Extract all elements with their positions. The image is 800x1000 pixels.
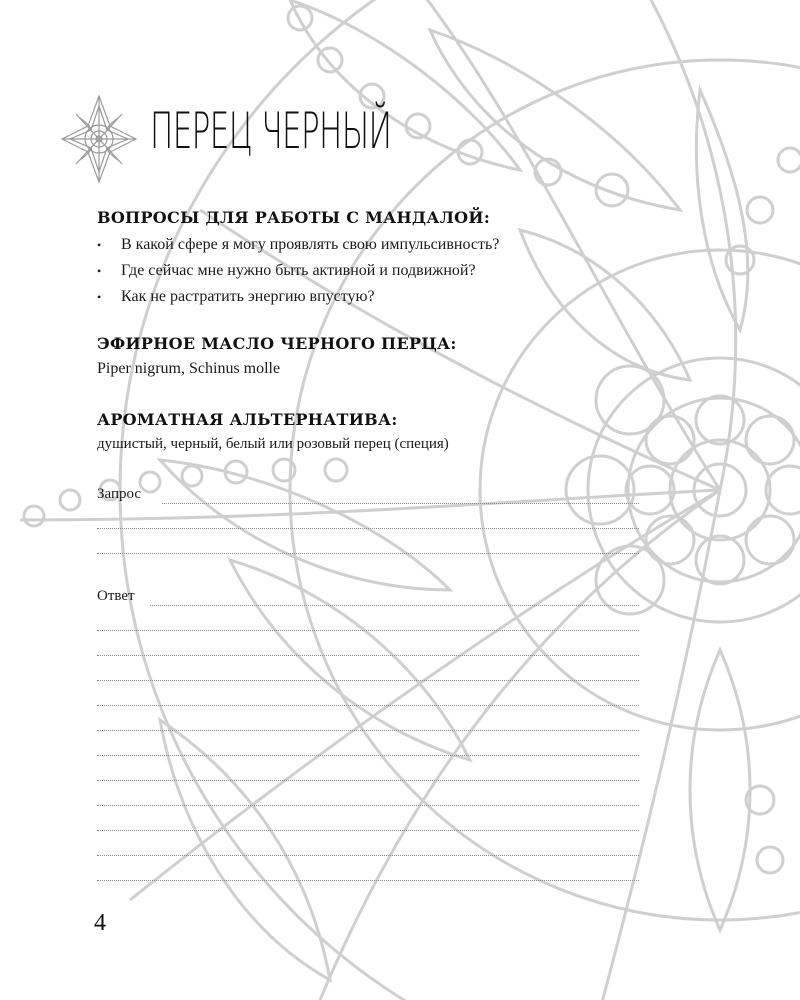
answer-label: Ответ bbox=[97, 588, 135, 604]
answer-line[interactable] bbox=[97, 880, 639, 881]
list-item bbox=[97, 284, 499, 310]
answer-line[interactable] bbox=[97, 630, 639, 631]
answer-line[interactable] bbox=[97, 780, 639, 781]
answer-line[interactable] bbox=[97, 680, 639, 681]
question-text: В какой сфере я могу проявлять свою импульсивность? bbox=[121, 236, 500, 253]
question-text: Где сейчас мне нужно быть активной и подвижной? bbox=[121, 262, 476, 279]
list-item bbox=[97, 258, 499, 284]
bullet-icon: • bbox=[97, 238, 102, 252]
alternative-text: душистый, черный, белый или розовый перец (специя) bbox=[97, 436, 449, 452]
request-label: Запрос bbox=[97, 486, 142, 502]
alternative-heading: АРОМАТНАЯ АЛЬТЕРНАТИВА: bbox=[97, 410, 398, 429]
answer-line[interactable] bbox=[97, 705, 639, 706]
bullet-icon: • bbox=[97, 264, 102, 278]
questions-heading: ВОПРОСЫ ДЛЯ РАБОТЫ С МАНДАЛОЙ: bbox=[97, 208, 491, 227]
questions-list bbox=[97, 232, 499, 310]
answer-line[interactable] bbox=[97, 730, 639, 731]
list-item bbox=[97, 232, 499, 258]
answer-line[interactable] bbox=[150, 605, 639, 606]
answer-line[interactable] bbox=[97, 830, 639, 831]
bullet-icon: • bbox=[97, 290, 102, 304]
answer-line[interactable] bbox=[97, 655, 639, 656]
essential-oil-text: Piper nigrum, Schinus molle bbox=[97, 360, 281, 377]
request-line[interactable] bbox=[162, 503, 639, 504]
page-title: ПЕРЕЦ ЧЕРНЫЙ bbox=[150, 102, 392, 160]
request-line[interactable] bbox=[97, 553, 639, 554]
answer-line[interactable] bbox=[97, 855, 639, 856]
essential-oil-heading: ЭФИРНОЕ МАСЛО ЧЕРНОГО ПЕРЦА: bbox=[97, 334, 457, 353]
answer-line[interactable] bbox=[97, 805, 639, 806]
question-text: Как не растратить энергию впустую? bbox=[121, 288, 375, 305]
answer-line[interactable] bbox=[97, 755, 639, 756]
request-line[interactable] bbox=[97, 528, 639, 529]
page-number: 4 bbox=[94, 910, 106, 936]
mandala-ornament-icon bbox=[60, 94, 138, 184]
